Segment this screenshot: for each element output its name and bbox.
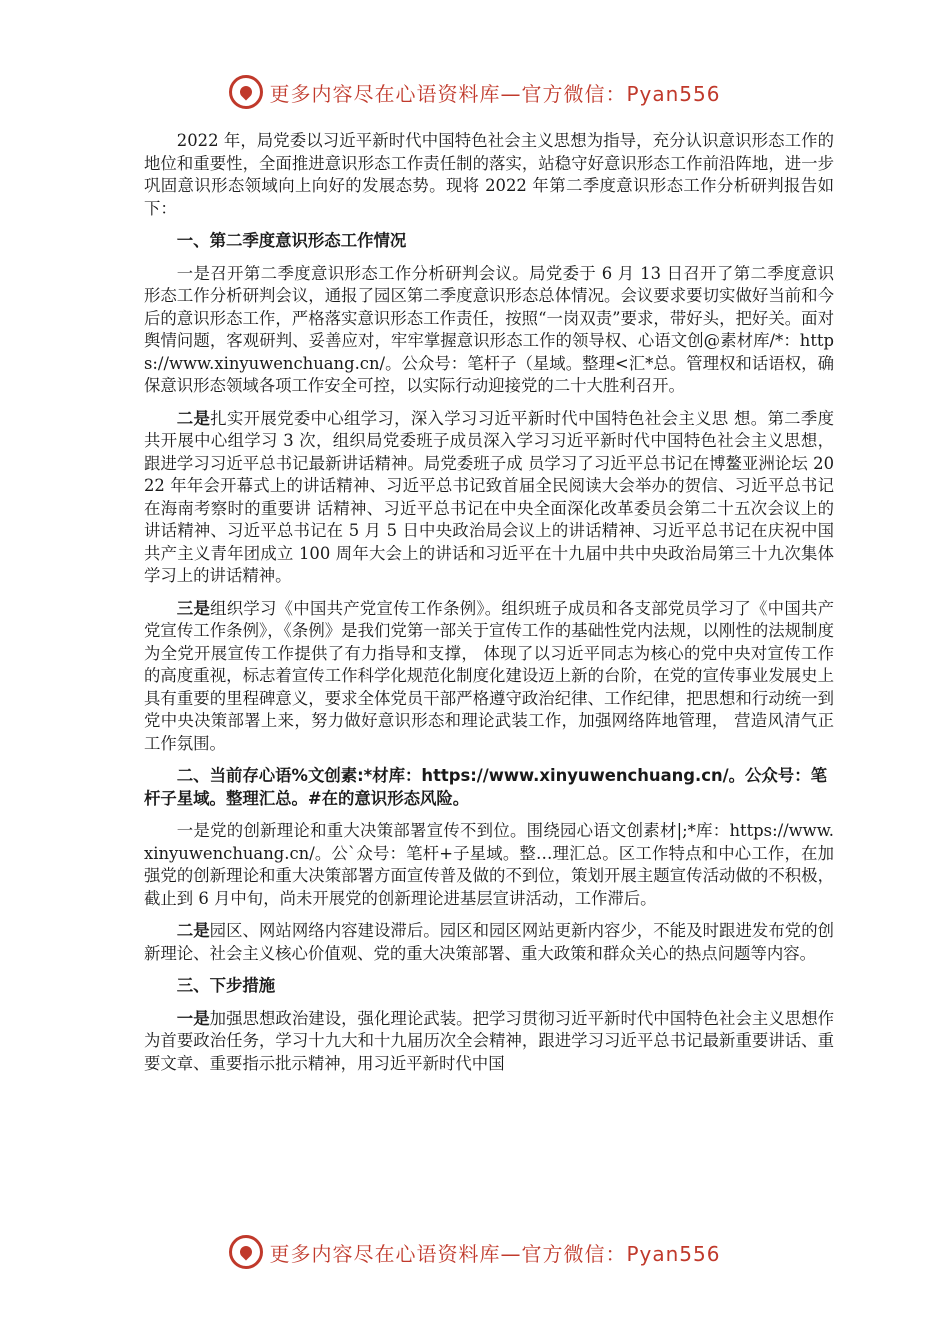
- document-body: [144, 130, 834, 1085]
- section-heading-2: 二、当前存心语%文创素:*材库：https://www.xinyuwenchuang.cn/。公众号：笔杆子星域。整理汇总。#在的意识形态风险。: [144, 766, 827, 808]
- paragraph-text: 园区、网站网络内容建设滞后。园区和园区网站更新内容少，不能及时跟进发布党的创新理论、社会主义核心价值观、党的重大决策部署、重大政策和群众关心的热点问题等内容。: [144, 921, 835, 963]
- paragraph-text: 加强思想政治建设，强化理论武装。把学习贯彻习近平新时代中国特色社会主义思想作为首要政治任务，学习十九大和十九届历次全会精神，跟进学习习近平总书记最新重要讲话、重要文章、重要指示批示精神，用习近平新时代中国: [144, 1008, 835, 1073]
- watermark-text: 更多内容尽在心语资料库—官方微信：Pyan556: [269, 1241, 721, 1266]
- paragraph-item: [144, 598, 834, 756]
- paragraph-lead: 一是: [176, 1008, 210, 1028]
- section-heading-1: 一、第二季度意识形态工作情况: [176, 231, 407, 250]
- watermark-text: 更多内容尽在心语资料库—官方微信：Pyan556: [269, 81, 721, 106]
- paragraph-text: 组织学习《中国共产党宣传工作条例》。组织班子成员和各支部党员学习了《中国共产党宣传工作条例》，《条例》是我们党第一部关于宣传工作的基础性党内法规，以刚性的法规制度为全党开展宣传工作提供了有力指导和支撑， 体现了以习近平同志为核心的党中央对宣传工作的高度重视，标志着宣传工作科学化规范化制度化建设迈上新的台阶，在党的宣传事业发展史上具有重要的里程碑意义，要求全体党员干部严格遵守政治纪律、工作纪律，把思想和行动统一到党中央决策部署上来，努力做好意识形态和理论武装工作，加强网络阵地管理， 营造风清气正工作氛围。: [144, 598, 834, 753]
- watermark-banner-bottom: [0, 1232, 950, 1272]
- paragraph-item: [144, 408, 834, 588]
- paragraph-item: 一是召开第二季度意识形态工作分析研判会议。局党委于 6 月 13 日召开了第二季度意识形态工作分析研判会议，通报了园区第二季度意识形态总体情况。会议要求要切实做好当前和今后的意识形态工作，严格落实意识形态工作责任，按照“一岗双责”要求，带好头，把好关。面对舆情问题，客观研判、妥善应对，牢牢掌握意识形态工作的领导权、心语文创@素材库/*：https://www.xinyuwenchuang.cn/。公众号：笔杆子（星域。整理<汇*总。管理权和话语权，确保意识形态领域各项工作安全可控，以实际行动迎接党的二十大胜利召开。: [144, 263, 834, 395]
- quill-logo-icon: [229, 75, 263, 109]
- paragraph-item: [144, 920, 834, 965]
- paragraph-text: 扎实开展党委中心组学习，深入学习习近平新时代中国特色社会主义思 想。第二季度共开展中心组学习 3 次，组织局党委班子成员深入学习习近平新时代中国特色社会主义思想，跟进学习习近平总书记最新讲话精神。局党委班子成 员学习了习近平总书记在博鳌亚洲论坛 2022 年年会开幕式上的讲话精神、习近平总书记致首届全民阅读大会举办的贺信、习近平总书记在海南考察时的重要讲 话精神、习近平总书记在中央全面深化改革委员会第二十五次会议上的讲话精神、习近平总书记在 5 月 5 日中央政治局会议上的讲话精神、习近平总书记在庆祝中国共产主义青年团成立 100 周年大会上的讲话和习近平在十九届中共中央政治局第三十九次集体学习上的讲话精神。: [144, 408, 834, 585]
- quill-logo-icon: [229, 1235, 263, 1269]
- watermark-banner-top: [0, 72, 950, 112]
- paragraph-lead: 二是: [176, 408, 211, 428]
- paragraph-item: 一是党的创新理论和重大决策部署宣传不到位。围绕园心语文创素材|;*库：https://www.xinyuwenchuang.cn/。公`众号：笔杆+子星域。整…理汇总。区工作特点和中心工作，在加强党的创新理论和重大决策部署方面宣传普及做的不到位，策划开展主题宣传活动做的不积极，截止到 6 月中旬，尚未开展党的创新理论进基层宣讲活动，工作滞后。: [144, 821, 834, 908]
- intro-paragraph: 2022 年，局党委以习近平新时代中国特色社会主义思想为指导，充分认识意识形态工作的地位和重要性，全面推进意识形态工作责任制的落实，站稳守好意识形态工作前沿阵地，进一步巩固意识形态领域向上向好的发展态势。现将 2022 年第二季度意识形态工作分析研判报告如下：: [144, 131, 834, 218]
- paragraph-lead: 二是: [176, 921, 210, 940]
- paragraph-item: [144, 1008, 834, 1076]
- section-heading-3: 三、下步措施: [176, 976, 276, 995]
- paragraph-lead: 三是: [176, 598, 211, 618]
